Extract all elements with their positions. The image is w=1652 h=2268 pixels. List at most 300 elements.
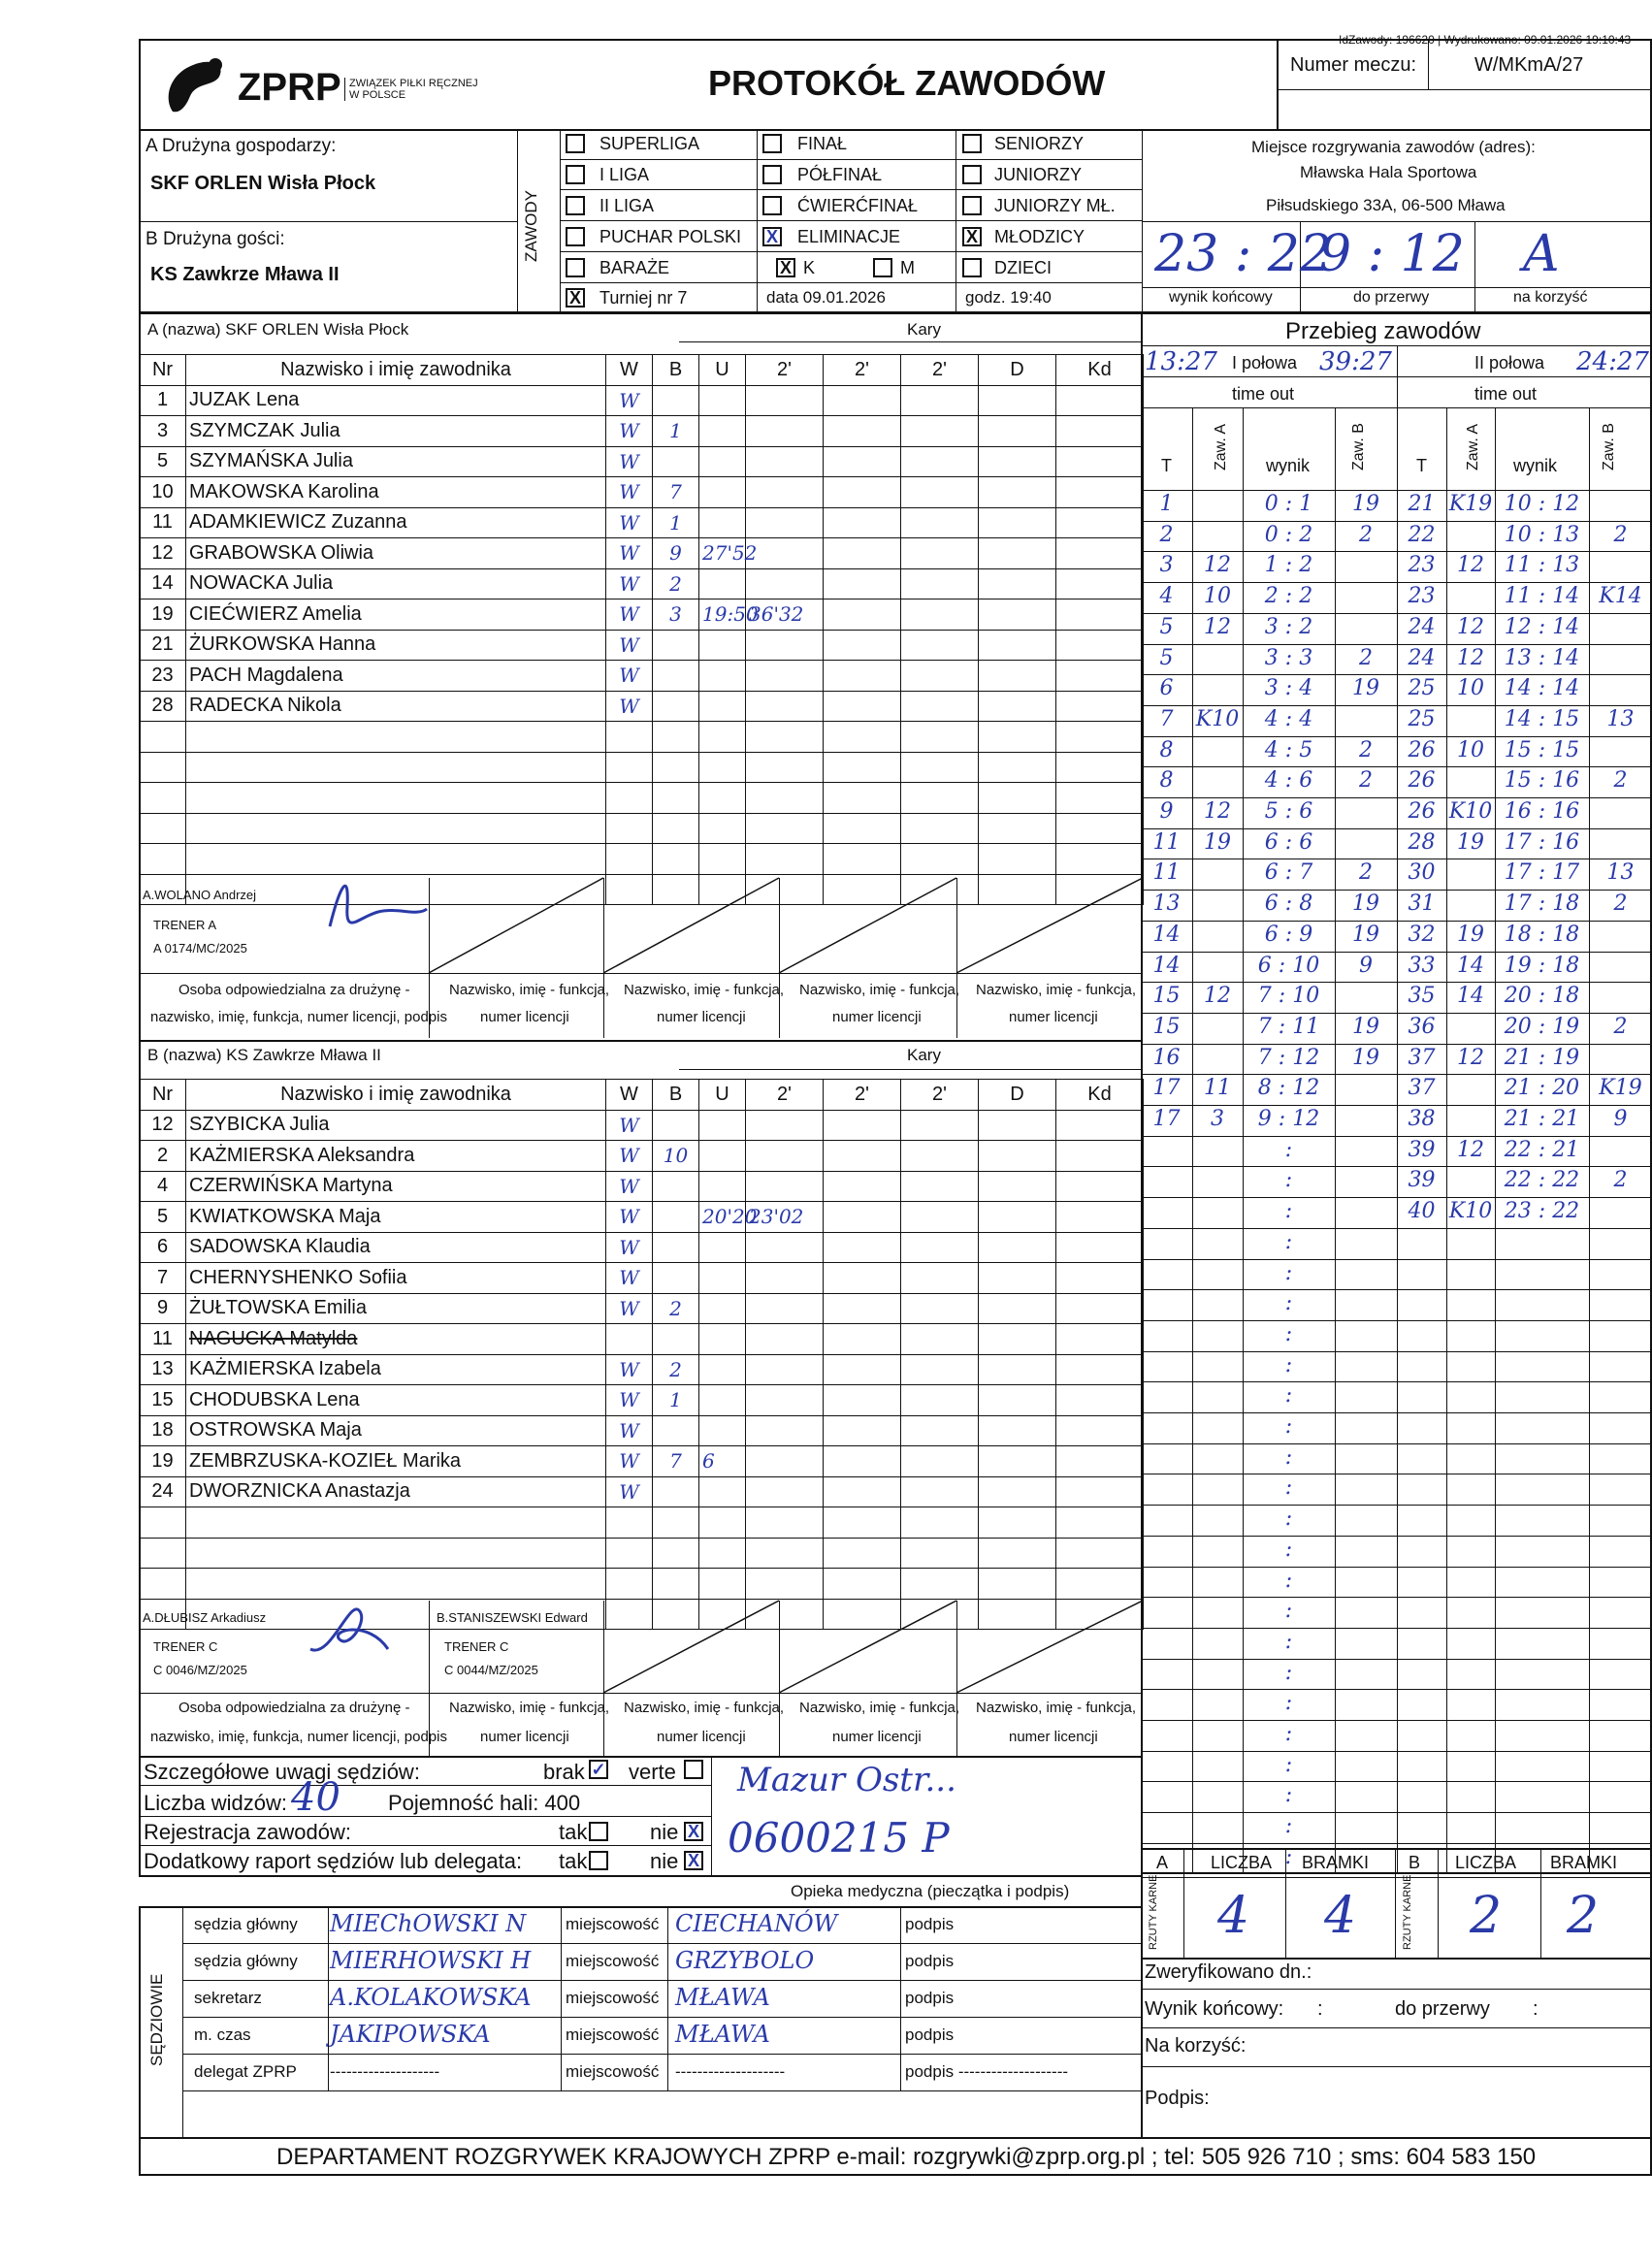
player-b: 1 xyxy=(653,1385,699,1416)
referees-section-label: SĘDZIOWIE xyxy=(147,1973,166,2066)
player-p1 xyxy=(746,844,824,875)
player-w: W xyxy=(606,507,653,538)
score-1: 7 : 10 xyxy=(1257,984,1320,1009)
player-d xyxy=(979,661,1056,692)
player-u xyxy=(699,722,746,753)
table-row xyxy=(140,1476,1144,1507)
coach-a-name: A.WOLANO Andrzej xyxy=(143,888,257,902)
player-number xyxy=(140,722,186,753)
goal-scorer-a-2: 10 xyxy=(1457,676,1484,701)
player-number: 11 xyxy=(140,507,186,538)
score-2: 14 : 14 xyxy=(1504,676,1580,701)
przebieg-grid xyxy=(1141,490,1652,1874)
player-w: W xyxy=(606,1293,653,1324)
org-name: ZWIĄZEK PIŁKI RĘCZNEJ W POLSCE xyxy=(344,78,478,101)
player-name xyxy=(186,783,606,814)
score-colon: : xyxy=(1284,1414,1293,1439)
remarks-verte-label: verte xyxy=(629,1760,676,1784)
verified-for-label: Na korzyść: xyxy=(1145,2035,1247,2057)
player-p2 xyxy=(824,1202,901,1233)
polfinal-label: PÓŁFINAŁ xyxy=(797,165,883,184)
score-1: 7 : 11 xyxy=(1257,1014,1320,1039)
goal-time-2: 32 xyxy=(1408,922,1436,947)
player-kd xyxy=(1056,1141,1144,1172)
zawody-label: ZAWODY xyxy=(522,190,540,262)
player-kd xyxy=(1056,538,1144,569)
referee-place-label: miejscowość xyxy=(566,2025,660,2044)
seniorzy-label: SENIORZY xyxy=(994,134,1085,153)
goal-time-2: 36 xyxy=(1408,1014,1436,1039)
half2-col-wynik: wynik xyxy=(1513,456,1558,475)
player-p2 xyxy=(824,691,901,722)
goal-time-2: 24 xyxy=(1408,614,1436,639)
player-p1: 36'32 xyxy=(746,599,824,631)
player-kd xyxy=(1056,477,1144,508)
goal-time-2: 25 xyxy=(1408,676,1436,701)
score-2: 10 : 13 xyxy=(1504,522,1580,547)
verified-label: Zweryfikowano dn.: xyxy=(1145,1961,1312,1983)
player-name: SZYMAŃSKA Julia xyxy=(186,446,606,477)
half1-col-t: T xyxy=(1161,456,1172,475)
player-u xyxy=(699,1141,746,1172)
goal-time-1: 15 xyxy=(1152,984,1181,1009)
team-b-col-1: Nazwisko i imię zawodnika xyxy=(186,1080,606,1111)
registration-nie-checkbox[interactable]: X xyxy=(684,1822,703,1841)
team-a-off3-label1: Nazwisko, imię - funkcja, xyxy=(799,982,960,998)
goal-scorer-b-1: 19 xyxy=(1352,676,1379,701)
player-p1 xyxy=(746,507,824,538)
player-b xyxy=(653,1569,699,1600)
coach-b2-name: B.STANISZEWSKI Edward xyxy=(437,1610,588,1625)
player-p1 xyxy=(746,1385,824,1416)
table-row xyxy=(140,1507,1144,1539)
verified-final-colon: : xyxy=(1317,1998,1323,2020)
registration-tak-checkbox[interactable] xyxy=(589,1822,608,1841)
pen-b-goals: 2 xyxy=(1567,1887,1600,1945)
table-row xyxy=(140,783,1144,814)
player-b xyxy=(653,630,699,661)
goal-time-1: 5 xyxy=(1159,645,1174,670)
player-u xyxy=(699,1110,746,1141)
score-1: 7 : 12 xyxy=(1257,1045,1320,1070)
goal-scorer-a-2: 12 xyxy=(1457,553,1484,578)
score-1: : xyxy=(1284,1199,1293,1224)
score-1: 6 : 9 xyxy=(1264,922,1313,947)
player-name: KAŻMIERSKA Izabela xyxy=(186,1354,606,1385)
score-1: 0 : 2 xyxy=(1264,522,1313,547)
score-1: 3 : 4 xyxy=(1264,676,1313,701)
turniej-checkbox[interactable]: X xyxy=(566,288,585,308)
superliga-label: SUPERLIGA xyxy=(599,134,700,153)
team-a-col-8: D xyxy=(979,355,1056,386)
player-d xyxy=(979,599,1056,631)
goal-time-1: 16 xyxy=(1152,1045,1181,1070)
player-p1 xyxy=(746,416,824,447)
score-2: 11 : 14 xyxy=(1504,584,1580,609)
goal-time-2: 38 xyxy=(1408,1107,1436,1131)
player-p2 xyxy=(824,1446,901,1477)
table-row xyxy=(140,477,1144,508)
mlodzicy-checkbox[interactable]: X xyxy=(962,227,982,246)
player-w: W xyxy=(606,1110,653,1141)
player-p1 xyxy=(746,661,824,692)
score-2: 16 : 16 xyxy=(1504,799,1580,824)
team-b-col-6: 2' xyxy=(824,1080,901,1111)
dzieci-checkbox[interactable] xyxy=(962,258,982,277)
player-number: 15 xyxy=(140,1385,186,1416)
venue-label: Miejsce rozgrywania zawodów (adres): xyxy=(1251,138,1536,156)
goal-time-2: 31 xyxy=(1408,891,1436,917)
referee-role: sekretarz xyxy=(194,1989,262,2007)
coach-b2-role: TRENER C xyxy=(444,1639,509,1654)
player-w xyxy=(606,813,653,844)
referee-place-label: miejscowość xyxy=(566,1915,660,1933)
cwiercfinal-checkbox[interactable] xyxy=(762,196,782,215)
player-kd xyxy=(1056,783,1144,814)
player-w: W xyxy=(606,477,653,508)
player-w xyxy=(606,1538,653,1569)
player-p1 xyxy=(746,1110,824,1141)
goal-scorer-b-2: 9 xyxy=(1613,1107,1628,1131)
player-number xyxy=(140,813,186,844)
player-p2 xyxy=(824,1385,901,1416)
player-w: W xyxy=(606,568,653,599)
player-number xyxy=(140,1569,186,1600)
goal-time-1: 14 xyxy=(1152,922,1181,947)
final-score: 23 : 22 xyxy=(1154,225,1332,283)
table-row xyxy=(140,1415,1144,1446)
player-name: CHODUBSKA Lena xyxy=(186,1385,606,1416)
score-1: 6 : 10 xyxy=(1257,953,1320,978)
player-kd xyxy=(1056,1171,1144,1202)
player-p1 xyxy=(746,630,824,661)
referee-name: -------------------- xyxy=(330,2062,440,2081)
player-kd xyxy=(1056,1569,1144,1600)
puchar-checkbox[interactable] xyxy=(566,227,585,246)
score-colon: : xyxy=(1284,1537,1293,1562)
player-p3 xyxy=(901,1569,979,1600)
gender-k-checkbox[interactable]: X xyxy=(776,258,795,277)
player-p1 xyxy=(746,1263,824,1294)
player-d xyxy=(979,507,1056,538)
juniorzy-ml-checkbox[interactable] xyxy=(962,196,982,215)
player-p3 xyxy=(901,446,979,477)
player-p1 xyxy=(746,691,824,722)
home-team: SKF ORLEN Wisła Płock xyxy=(150,173,376,194)
coach-b1-role: TRENER C xyxy=(153,1639,218,1654)
team-a-off1-label2: numer licencji xyxy=(480,1009,569,1025)
away-team: KS Zawkrze Mława II xyxy=(150,264,340,285)
winner-label: na korzyść xyxy=(1513,289,1588,306)
score-2: 17 : 18 xyxy=(1504,891,1580,917)
score-1: 6 : 6 xyxy=(1264,829,1313,855)
gender-m-label: M xyxy=(900,258,915,277)
score-1: 9 : 12 xyxy=(1257,1107,1320,1131)
player-p3 xyxy=(901,1507,979,1539)
player-u xyxy=(699,1385,746,1416)
half1-col-zawb: Zaw. B xyxy=(1350,423,1367,470)
score-colon: : xyxy=(1284,1660,1293,1685)
goal-scorer-a-2: 19 xyxy=(1457,922,1484,947)
player-w: W xyxy=(606,691,653,722)
score-colon: : xyxy=(1284,1722,1293,1746)
superliga-checkbox[interactable] xyxy=(566,134,585,153)
pen-a-count: 4 xyxy=(1217,1887,1250,1945)
player-u xyxy=(699,1232,746,1263)
player-name: OSTROWSKA Maja xyxy=(186,1415,606,1446)
player-number: 7 xyxy=(140,1263,186,1294)
venue-line1: Mławska Hala Sportowa xyxy=(1300,163,1477,181)
goal-scorer-b-1: 2 xyxy=(1359,522,1373,547)
player-w: W xyxy=(606,1385,653,1416)
team-a-off2-label2: numer licencji xyxy=(657,1009,746,1025)
score-1: 4 : 6 xyxy=(1264,768,1313,794)
referee-place-label: miejscowość xyxy=(566,1952,660,1970)
score-colon: : xyxy=(1284,1507,1293,1532)
player-name xyxy=(186,813,606,844)
score-2: 17 : 16 xyxy=(1504,829,1580,855)
extra-report-label: Dodatkowy raport sędziów lub delegata: xyxy=(144,1849,523,1873)
player-w: W xyxy=(606,538,653,569)
pen-a-label: A xyxy=(1156,1853,1169,1872)
eliminacje-checkbox[interactable]: X xyxy=(762,227,782,246)
player-kd xyxy=(1056,630,1144,661)
player-b: 3 xyxy=(653,599,699,631)
player-number xyxy=(140,1507,186,1539)
player-u: 27'52 xyxy=(699,538,746,569)
table-row xyxy=(140,507,1144,538)
score-2: 14 : 15 xyxy=(1504,706,1580,731)
player-b: 10 xyxy=(653,1141,699,1172)
player-b xyxy=(653,844,699,875)
score-1: 8 : 12 xyxy=(1257,1076,1320,1101)
score-colon: : xyxy=(1284,1783,1293,1808)
table-row xyxy=(140,661,1144,692)
player-kd xyxy=(1056,813,1144,844)
player-b xyxy=(653,1263,699,1294)
player-kd xyxy=(1056,446,1144,477)
team-b-off2-label2: numer licencji xyxy=(657,1729,746,1745)
player-name xyxy=(186,1538,606,1569)
goal-time-1: 14 xyxy=(1152,953,1181,978)
player-b xyxy=(653,783,699,814)
score-1: : xyxy=(1284,1137,1293,1162)
team-a-header: A (nazwa) SKF ORLEN Wisła Płock xyxy=(147,320,409,339)
gender-m-checkbox[interactable] xyxy=(873,258,892,277)
team-b-resp-label2: nazwisko, imię, funkcja, numer licencji, podpis xyxy=(150,1729,447,1745)
goal-time-2: 21 xyxy=(1408,492,1436,516)
player-w: W xyxy=(606,1202,653,1233)
referee-place: GRZYBOLO xyxy=(675,1947,815,1974)
table-row xyxy=(140,416,1144,447)
player-u xyxy=(699,1569,746,1600)
player-d xyxy=(979,568,1056,599)
score-1: 3 : 3 xyxy=(1264,645,1313,670)
player-b xyxy=(653,1110,699,1141)
goal-time-2: 40 xyxy=(1408,1199,1436,1224)
coach-b1-signature-icon xyxy=(291,1591,407,1669)
referee-role: m. czas xyxy=(194,2025,251,2044)
juniorzy-checkbox[interactable] xyxy=(962,165,982,184)
away-label: B Drużyna gości: xyxy=(146,229,285,249)
final-checkbox[interactable] xyxy=(762,134,782,153)
goal-scorer-b-2: 2 xyxy=(1613,1014,1628,1039)
player-name: DWORZNICKA Anastazja xyxy=(186,1476,606,1507)
player-p1 xyxy=(746,1569,824,1600)
remarks-brak-checkbox[interactable]: ✓ xyxy=(589,1760,608,1779)
player-p1 xyxy=(746,1415,824,1446)
half1-timeout-a: 13:27 xyxy=(1145,347,1217,376)
match-date: data 09.01.2026 xyxy=(766,288,886,307)
player-b: 9 xyxy=(653,538,699,569)
player-p1: 23'02 xyxy=(746,1202,824,1233)
score-1: 4 : 4 xyxy=(1264,706,1313,731)
seniorzy-checkbox[interactable] xyxy=(962,134,982,153)
player-p3 xyxy=(901,416,979,447)
referee-name: A.KOLAKOWSKA xyxy=(330,1984,532,2011)
player-name: MAKOWSKA Karolina xyxy=(186,477,606,508)
player-d xyxy=(979,1263,1056,1294)
player-u xyxy=(699,1476,746,1507)
score-2: 13 : 14 xyxy=(1504,645,1580,670)
player-number xyxy=(140,752,186,783)
remarks-brak-label: brak xyxy=(543,1760,585,1784)
player-name: ŻUŁTOWSKA Emilia xyxy=(186,1293,606,1324)
team-b-col-2: W xyxy=(606,1080,653,1111)
player-p3 xyxy=(901,477,979,508)
player-w xyxy=(606,844,653,875)
player-d xyxy=(979,1569,1056,1600)
referee-name: JAKIPOWSKA xyxy=(330,2021,491,2048)
player-u xyxy=(699,446,746,477)
spectators-label: Liczba widzów: xyxy=(144,1791,287,1815)
player-number: 13 xyxy=(140,1354,186,1385)
player-p2 xyxy=(824,538,901,569)
team-b-col-7: 2' xyxy=(901,1080,979,1111)
player-b xyxy=(653,1232,699,1263)
player-number: 12 xyxy=(140,538,186,569)
half2-col-zawb: Zaw. B xyxy=(1601,423,1617,470)
player-p1 xyxy=(746,538,824,569)
referee-place-label: miejscowość xyxy=(566,1989,660,2007)
goal-time-1: 13 xyxy=(1152,891,1181,917)
referee-place: CIECHANÓW xyxy=(675,1910,838,1937)
team-b-col-0: Nr xyxy=(140,1080,186,1111)
extra-report-tak-checkbox[interactable] xyxy=(589,1851,608,1870)
player-number: 11 xyxy=(140,1324,186,1355)
player-number: 9 xyxy=(140,1293,186,1324)
player-number: 10 xyxy=(140,477,186,508)
goal-time-1: 1 xyxy=(1159,492,1174,516)
player-p3 xyxy=(901,1324,979,1355)
goal-scorer-a-1: K10 xyxy=(1195,706,1240,731)
referee-role: sędzia główny xyxy=(194,1952,298,1970)
winner: A xyxy=(1523,225,1560,283)
player-b xyxy=(653,1324,699,1355)
player-u xyxy=(699,783,746,814)
score-colon: : xyxy=(1284,1752,1293,1777)
team-b-kary-label: Kary xyxy=(907,1046,941,1064)
player-name: CHERNYSHENKO Sofiia xyxy=(186,1263,606,1294)
player-p3 xyxy=(901,568,979,599)
coach-b1-name: A.DŁUBISZ Arkadiusz xyxy=(143,1610,267,1625)
capacity-label: Pojemność hali: 400 xyxy=(388,1791,581,1815)
score-colon: : xyxy=(1284,1475,1293,1501)
goal-time-2: 26 xyxy=(1408,737,1436,762)
player-p2 xyxy=(824,1293,901,1324)
player-w: W xyxy=(606,1354,653,1385)
score-colon: : xyxy=(1284,1383,1293,1409)
referee-signature-label: podpis -------------------- xyxy=(905,2062,1069,2081)
player-p3 xyxy=(901,1232,979,1263)
goal-scorer-a-1: 3 xyxy=(1211,1107,1224,1131)
goal-scorer-b-2: 2 xyxy=(1613,891,1628,917)
player-number: 3 xyxy=(140,416,186,447)
goal-scorer-b-1: 19 xyxy=(1352,492,1379,516)
player-b: 1 xyxy=(653,507,699,538)
score-colon: : xyxy=(1284,1629,1293,1654)
team-a-off1-label1: Nazwisko, imię - funkcja, xyxy=(449,982,610,998)
player-number: 6 xyxy=(140,1232,186,1263)
player-p1 xyxy=(746,1293,824,1324)
half1-col-zawa: Zaw. A xyxy=(1213,423,1229,470)
goal-time-1: 4 xyxy=(1159,584,1174,609)
team-a-official-diagonals xyxy=(429,878,1143,973)
player-d xyxy=(979,783,1056,814)
player-d xyxy=(979,813,1056,844)
player-w: W xyxy=(606,599,653,631)
extra-report-nie-checkbox[interactable]: X xyxy=(684,1851,703,1870)
player-w: W xyxy=(606,1232,653,1263)
player-u xyxy=(699,1507,746,1539)
player-p3 xyxy=(901,1263,979,1294)
score-1: 2 : 2 xyxy=(1264,584,1313,609)
player-p1 xyxy=(746,722,824,753)
team-a-col-3: B xyxy=(653,355,699,386)
polfinal-checkbox[interactable] xyxy=(762,165,782,184)
remarks-verte-checkbox[interactable] xyxy=(684,1760,703,1779)
player-w: W xyxy=(606,1141,653,1172)
player-w: W xyxy=(606,1476,653,1507)
baraze-checkbox[interactable] xyxy=(566,258,585,277)
player-number: 14 xyxy=(140,568,186,599)
goal-time-2: 35 xyxy=(1408,984,1436,1009)
player-b xyxy=(653,1507,699,1539)
half1-timeout-label: time out xyxy=(1232,384,1295,404)
i-liga-checkbox[interactable] xyxy=(566,165,585,184)
player-kd xyxy=(1056,691,1144,722)
player-p2 xyxy=(824,661,901,692)
ii-liga-checkbox[interactable] xyxy=(566,196,585,215)
goal-time-2: 23 xyxy=(1408,553,1436,578)
player-kd xyxy=(1056,844,1144,875)
score-2: 20 : 19 xyxy=(1504,1014,1580,1039)
page-title: PROTOKÓŁ ZAWODÓW xyxy=(708,63,1106,103)
player-b xyxy=(653,813,699,844)
player-u xyxy=(699,1324,746,1355)
player-p1 xyxy=(746,477,824,508)
player-u xyxy=(699,1293,746,1324)
player-p1 xyxy=(746,568,824,599)
player-p2 xyxy=(824,1538,901,1569)
score-colon: : xyxy=(1284,1599,1293,1624)
score-colon: : xyxy=(1284,1352,1293,1377)
player-number: 23 xyxy=(140,661,186,692)
player-d xyxy=(979,1538,1056,1569)
player-kd xyxy=(1056,507,1144,538)
referee-name: MIERHOWSKI H xyxy=(330,1947,532,1974)
goal-scorer-b-1: 2 xyxy=(1359,737,1373,762)
